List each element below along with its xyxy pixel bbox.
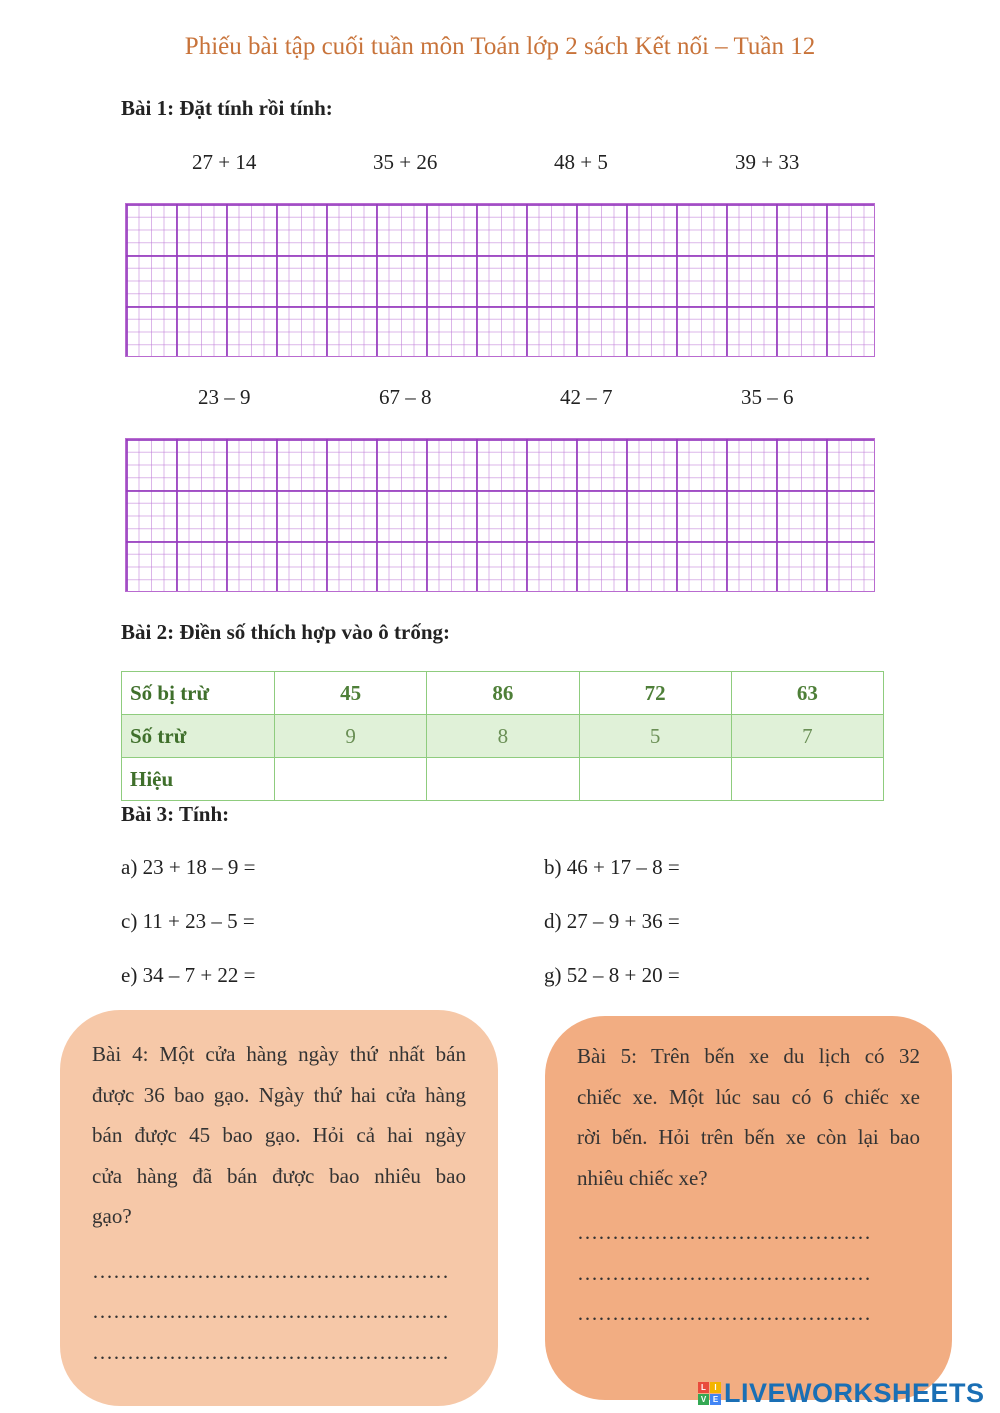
difference-answer-cell[interactable] bbox=[579, 758, 731, 801]
answer-line[interactable]: …………………………………………… bbox=[92, 1299, 449, 1323]
table-row bbox=[122, 715, 884, 758]
problem-line: bán được 45 bao gạo. Hỏi cả hai ngày bbox=[92, 1123, 466, 1147]
subtrahend-cell: 7 bbox=[731, 715, 883, 758]
page-title: Phiếu bài tập cuối tuần môn Toán lớp 2 sách Kết nối – Tuần 12 bbox=[184, 33, 816, 60]
row-label: Số trừ bbox=[122, 715, 275, 758]
minuend-cell: 63 bbox=[731, 672, 883, 715]
logo-letter: V bbox=[698, 1394, 709, 1405]
problem-line: nhiêu chiếc xe? bbox=[577, 1165, 708, 1190]
bai2-heading: Bài 2: Điền số thích hợp vào ô trống: bbox=[121, 620, 450, 644]
bai5-problem-box bbox=[545, 1016, 952, 1400]
expression: 35 + 26 bbox=[373, 150, 438, 174]
exercise-item: a) 23 + 18 – 9 = bbox=[121, 855, 256, 879]
bai3-heading: Bài 3: Tính: bbox=[121, 802, 230, 826]
difference-answer-cell[interactable] bbox=[731, 758, 883, 801]
table-row bbox=[122, 672, 884, 715]
exercise-item: c) 11 + 23 – 5 = bbox=[121, 909, 255, 933]
minuend-cell: 45 bbox=[275, 672, 427, 715]
row-label: Số bị trừ bbox=[122, 672, 275, 715]
difference-answer-cell[interactable] bbox=[427, 758, 579, 801]
logo-letter: L bbox=[698, 1382, 709, 1393]
exercise-item: g) 52 – 8 + 20 = bbox=[544, 963, 680, 987]
answer-line[interactable]: …………………………………… bbox=[577, 1260, 871, 1285]
logo-letter: E bbox=[710, 1394, 721, 1405]
expression: 48 + 5 bbox=[554, 150, 608, 174]
exercise-item: b) 46 + 17 – 8 = bbox=[544, 855, 680, 879]
answer-line[interactable]: …………………………………… bbox=[577, 1301, 871, 1325]
subtraction-table bbox=[121, 671, 884, 801]
problem-line: rời bến. Hỏi trên bến xe còn lại bao bbox=[577, 1125, 920, 1149]
problem-line: chiếc xe. Một lúc sau có 6 chiếc xe bbox=[577, 1084, 920, 1109]
liveworksheets-wordmark: LIVEWORKSHEETS bbox=[724, 1377, 985, 1408]
calculation-grid-2[interactable] bbox=[125, 438, 875, 592]
exercise-item: d) 27 – 9 + 36 = bbox=[544, 909, 680, 933]
calculation-grid-1[interactable] bbox=[125, 203, 875, 357]
bai4-problem-box bbox=[60, 1010, 498, 1406]
problem-line: gạo? bbox=[92, 1204, 132, 1228]
problem-line: cửa hàng đã bán được bao nhiêu bao bbox=[92, 1163, 466, 1188]
subtrahend-cell: 8 bbox=[427, 715, 579, 758]
bai1-heading: Bài 1: Đặt tính rồi tính: bbox=[121, 96, 333, 120]
subtrahend-cell: 9 bbox=[275, 715, 427, 758]
problem-line: Bài 5: Trên bến xe du lịch có 32 bbox=[577, 1044, 920, 1068]
expression: 35 – 6 bbox=[741, 385, 794, 409]
answer-line[interactable]: …………………………………………… bbox=[92, 1339, 449, 1364]
liveworksheets-logo bbox=[698, 1377, 985, 1409]
difference-answer-cell[interactable] bbox=[275, 758, 427, 801]
exercise-item: e) 34 – 7 + 22 = bbox=[121, 963, 256, 987]
expression: 27 + 14 bbox=[192, 150, 257, 174]
row-label: Hiệu bbox=[122, 758, 275, 801]
liveworksheets-mark-icon bbox=[698, 1382, 721, 1405]
expression: 42 – 7 bbox=[560, 385, 613, 409]
subtrahend-cell: 5 bbox=[579, 715, 731, 758]
answer-line[interactable]: …………………………………… bbox=[577, 1220, 871, 1244]
problem-line: Bài 4: Một cửa hàng ngày thứ nhất bán bbox=[92, 1042, 466, 1066]
minuend-cell: 86 bbox=[427, 672, 579, 715]
minuend-cell: 72 bbox=[579, 672, 731, 715]
expression: 39 + 33 bbox=[735, 150, 800, 174]
expression: 67 – 8 bbox=[379, 385, 432, 409]
answer-line[interactable]: …………………………………………… bbox=[92, 1258, 449, 1283]
expression: 23 – 9 bbox=[198, 385, 251, 409]
logo-letter: I bbox=[710, 1382, 721, 1393]
table-row bbox=[122, 758, 884, 801]
problem-line: được 36 bao gạo. Ngày thứ hai cửa hàng bbox=[92, 1082, 466, 1107]
